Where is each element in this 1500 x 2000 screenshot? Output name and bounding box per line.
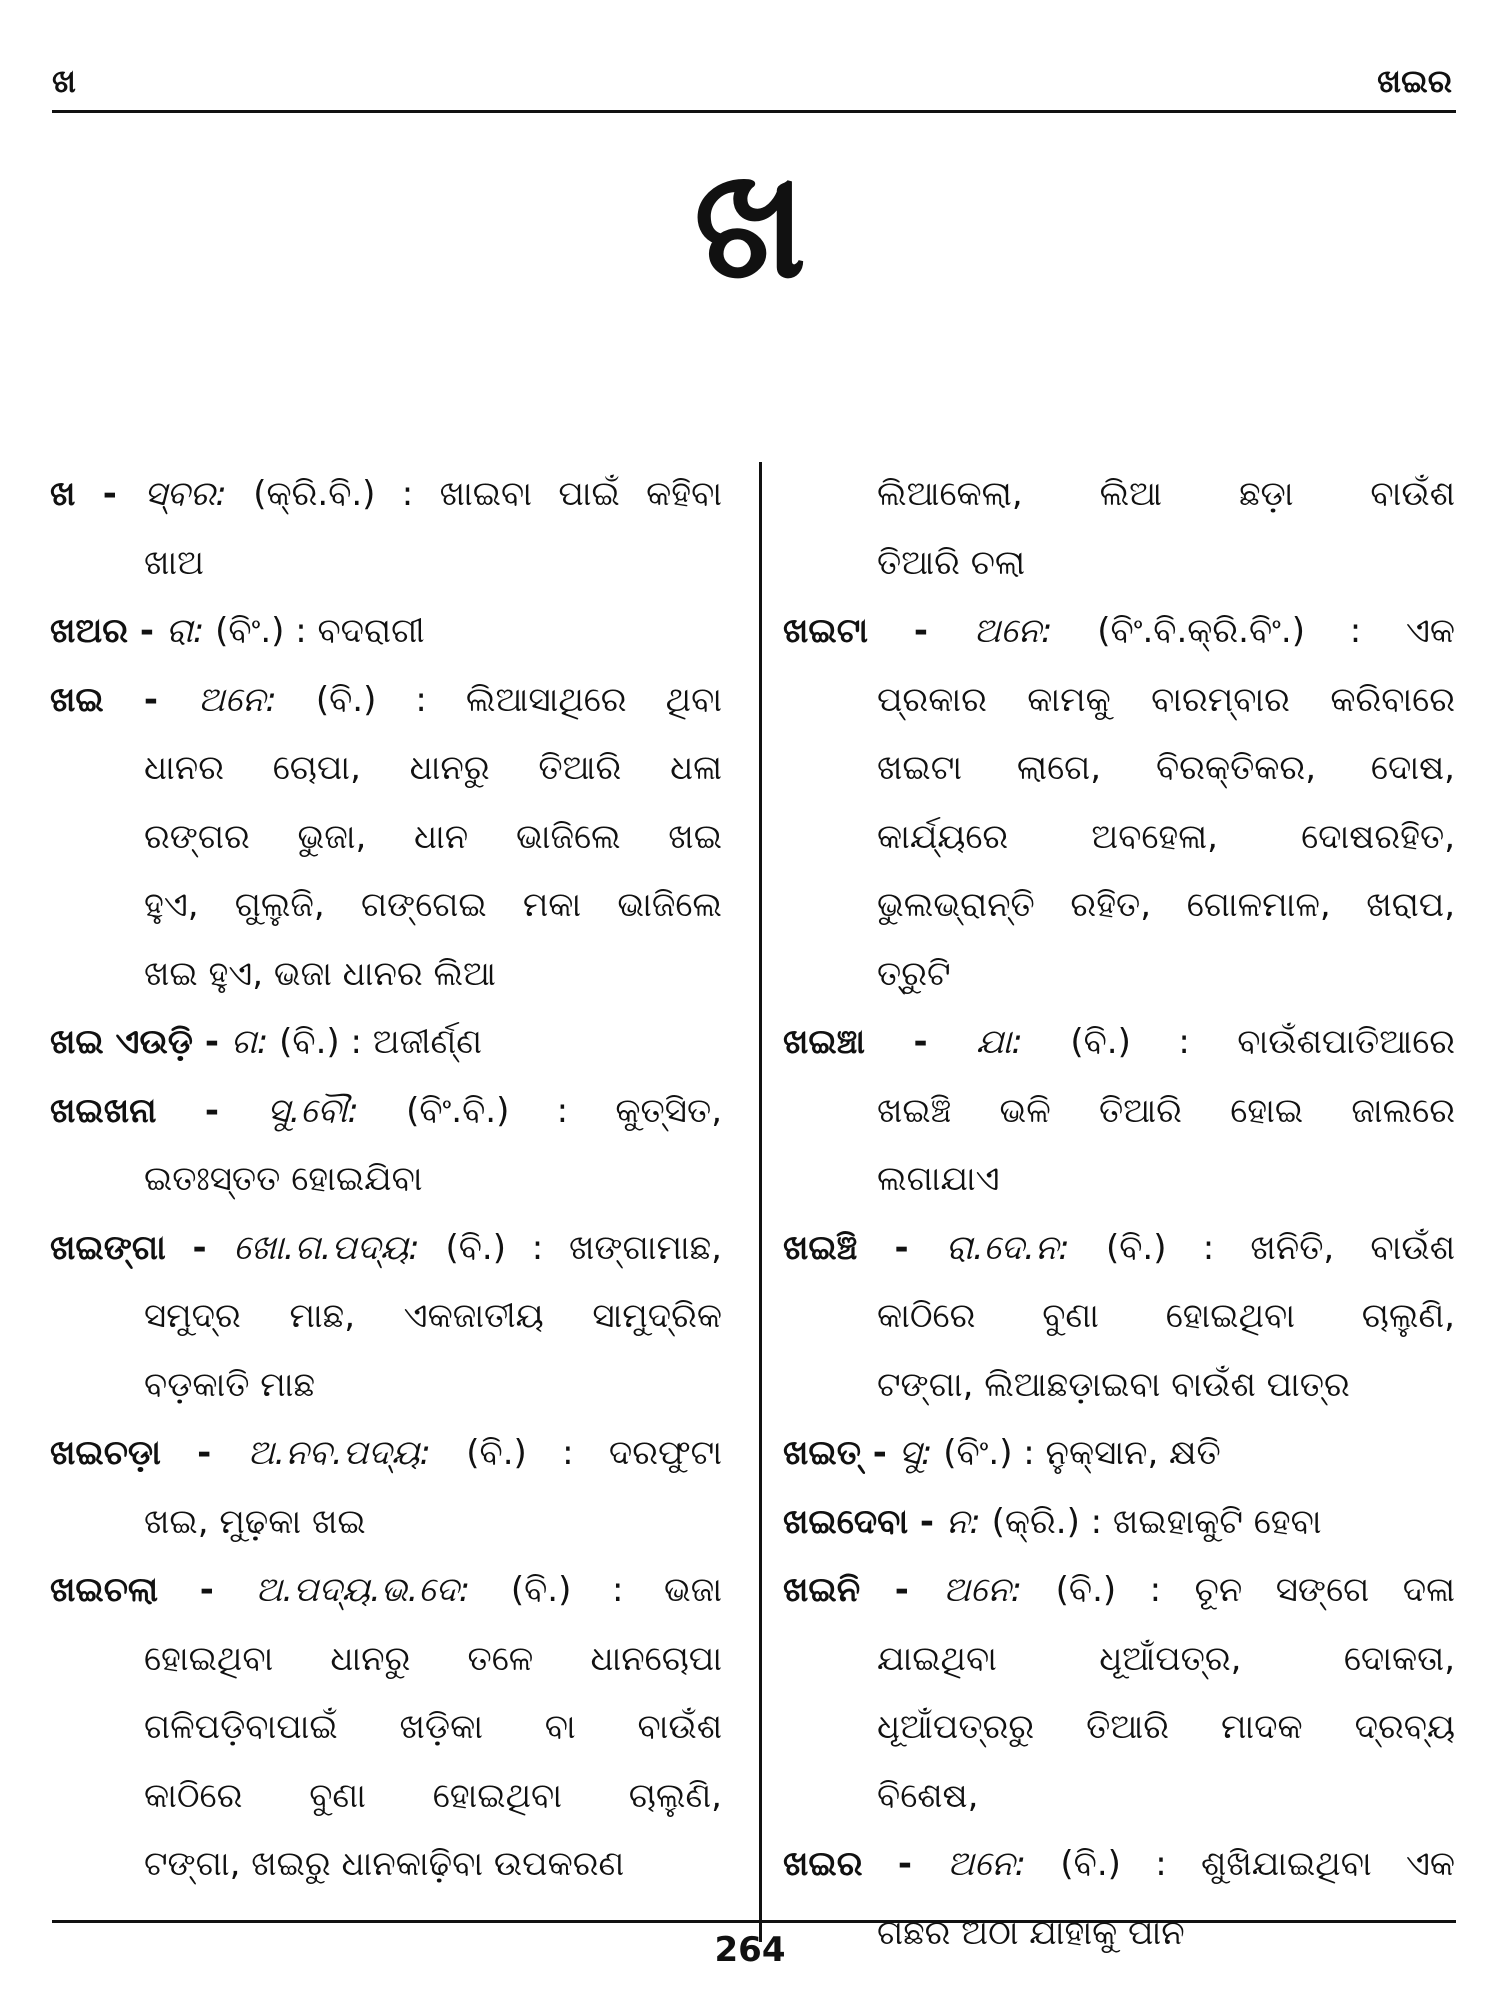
definition-line: ଧାନର ଚୋପା, ଧାନରୁ ତିଆରି ଧଳା (144, 748, 722, 788)
source-abbreviation: ଗ (230, 1022, 257, 1062)
source-abbreviation: ଅନେ (973, 611, 1042, 651)
definition-text: : ଅଜୀର୍ଣ୍ଣ (350, 1022, 482, 1062)
definition-line: ଲିଆକେଲା, ଲିଆ ଛଡ଼ା ବାଉଁଶ (877, 474, 1455, 514)
source-abbreviation: ନ (945, 1501, 970, 1542)
headword: ଖଇର (783, 1844, 863, 1884)
dictionary-entry (783, 1488, 1455, 1557)
headword: ଖଇଦେବା (783, 1501, 909, 1542)
abbreviation-mark: : (458, 1570, 511, 1610)
headword: ଖଇଖନା (50, 1090, 157, 1131)
definition-text: : ବଦରାଗୀ (295, 611, 425, 651)
entry-first-line (50, 1556, 722, 1625)
entry-first-line (783, 1419, 1455, 1488)
grammar-tag: (ବି.) (1070, 1022, 1131, 1062)
definition-line: ପ୍ରକାର କାମକୁ ବାରମ୍ବାର କରିବାରେ (877, 679, 1455, 720)
headword: ଖଇନି (783, 1570, 861, 1610)
dictionary-entry (783, 597, 1455, 1008)
definition-text: : ଖଇହାକୁଟି ହେବା (1090, 1501, 1322, 1542)
grammar-tag: (କ୍ରି.) (991, 1501, 1080, 1542)
abbreviation-mark: : (256, 1022, 280, 1062)
entry-first-line (50, 597, 722, 666)
grammar-tag: (ବିଂ.) (215, 611, 285, 651)
entry-first-line (783, 1830, 1455, 1899)
abbreviation-mark: : (969, 1501, 992, 1542)
grammar-tag: (ବି.) (445, 1227, 507, 1268)
header-rule (52, 110, 1456, 113)
definition-line: ସମୁଦ୍ର ମାଛ, ଏକଜାତୀୟ ସାମୁଦ୍ରିକ (144, 1296, 722, 1336)
entry-first-line (50, 460, 722, 529)
headword: ଖଇ ଏଉଡ଼ି (50, 1022, 193, 1062)
dictionary-entry (783, 1556, 1455, 1830)
definition-line: ଗଛର ଅଠା ଯାହାକୁ ପାନ (877, 1912, 1185, 1953)
entry-first-line (783, 597, 1455, 666)
dictionary-entry (50, 1008, 722, 1077)
abbreviation-mark: : (1014, 1844, 1061, 1884)
entry-first-line (783, 1008, 1455, 1077)
headword: ଖଇ (50, 679, 104, 720)
definition-line: କାର୍ଯ୍ୟରେ ଅବହେଳା, ଦୋଷରହିତ, (877, 816, 1455, 857)
entry-dash: - (192, 1022, 231, 1062)
definition-line: ଖଇଞ୍ଚି ଭଳି ତିଆରି ହୋଇ ଜାଲରେ (877, 1090, 1455, 1131)
entry-dash: - (908, 1501, 946, 1542)
grammar-tag: (କ୍ରି.ବି.) (253, 474, 376, 514)
headword: ଖଇଙ୍ଗା (50, 1227, 166, 1268)
entry-first-line (50, 1008, 722, 1077)
entry-dash: - (857, 1227, 946, 1268)
source-abbreviation: ସୁ.ବୌ (267, 1090, 348, 1131)
grammar-tag: (ବି.) (315, 679, 377, 720)
definition-text: : ନୁକ୍‌ସାନ, କ୍ଷତି (1023, 1433, 1221, 1473)
definition-line: ବଡ଼କାତି ମାଛ (144, 1364, 316, 1405)
source-abbreviation: ସ୍ବର (144, 474, 216, 514)
header-guide-left: ଖ (52, 62, 76, 100)
abbreviation-mark: : (408, 1227, 446, 1268)
right-column (783, 460, 1455, 1967)
definition-line: ରଙ୍ଗର ଭୁଜା, ଧାନ ଭାଜିଲେ ଖଇ (144, 816, 722, 857)
abbreviation-mark: : (1058, 1227, 1106, 1268)
entry-dash: - (860, 1433, 899, 1473)
definition-line: ହୋଇଥିବା ଧାନରୁ ତଳେ ଧାନଚୋପା (144, 1638, 722, 1679)
definition-text: : ଏକ (1349, 611, 1455, 651)
entry-dash: - (862, 1844, 948, 1884)
grammar-tag: (ବି.) (1105, 1227, 1167, 1268)
dictionary-entry (50, 1214, 722, 1420)
dictionary-entry (783, 1214, 1455, 1420)
definition-line: ଖଇ, ମୁଢ଼କା ଖଇ (144, 1501, 366, 1542)
grammar-tag: (ବି.) (279, 1022, 340, 1062)
column-divider (759, 462, 762, 1942)
grammar-tag: (ବି.) (510, 1570, 572, 1610)
definition-line: କାଠିରେ ବୁଣା ହୋଇଥିବା ଚାଲୁଣି, (877, 1296, 1455, 1336)
grammar-tag: (ବି.) (466, 1433, 527, 1473)
left-column (50, 460, 722, 1899)
definition-text: : ଖାଇବା ପାଇଁ କହିବା (401, 474, 723, 514)
dictionary-entry (50, 460, 722, 597)
entry-dash: - (75, 474, 145, 514)
source-abbreviation: ସୁ (898, 1433, 921, 1473)
definition-line: ଧୂଆଁପତ୍ରରୁ ତିଆରି ମାଦକ ଦ୍ରବ୍ୟ (877, 1707, 1455, 1747)
definition-text: : ଚୂନ ସଙ୍ଗେ ଦଳା (1149, 1570, 1455, 1610)
definition-line: ଖାଅ (144, 542, 205, 583)
definition-text: : ଭଜା (611, 1570, 722, 1610)
abbreviation-mark: : (347, 1090, 407, 1131)
definition-line: ଖଇଟା ଲାଗେ, ବିରକ୍ତିକର, ଦୋଷ, (877, 748, 1455, 788)
dictionary-entry (50, 1077, 722, 1214)
definition-line: କାଠିରେ ବୁଣା ହୋଇଥିବା ଚାଲୁଣି, (144, 1775, 722, 1816)
definition-line: ବିଶେଷ, (877, 1775, 979, 1816)
definition-line: ଖଇ ହୁଏ, ଭଜା ଧାନର ଲିଆ (144, 953, 496, 994)
headword: ଖ (50, 474, 76, 514)
source-abbreviation: ରା.ଦେ.ନ (945, 1227, 1059, 1268)
entry-first-line (50, 666, 722, 735)
definition-line: ଲଗାଯାଏ (877, 1159, 1000, 1199)
entry-dash: - (158, 1570, 256, 1610)
entry-dash: - (868, 611, 974, 651)
entry-first-line (783, 1488, 1455, 1557)
footer-rule (52, 1920, 1456, 1923)
dictionary-entry (50, 1419, 722, 1556)
definition-line: ତିଆରି ଚଲା (877, 542, 1026, 583)
entry-dash: - (160, 1433, 248, 1473)
definition-text: : ବାଉଁଶପାତିଆରେ (1178, 1022, 1456, 1062)
header-guide-right: ଖଇର (1377, 62, 1452, 100)
source-abbreviation: ଅନେ (943, 1570, 1011, 1610)
entry-dash: - (860, 1570, 944, 1610)
definition-line: ଭୁଲଭ୍ରାନ୍ତି ରହିତ, ଗୋଳମାଳ, ଖରାପ, (877, 885, 1455, 925)
headword: ଖଇଚଲା (50, 1570, 159, 1610)
definition-line: ଟଙ୍ଗା, ଖଇରୁ ଧାନକାଢ଼ିବା ଉପକରଣ (144, 1844, 625, 1884)
entry-dash: - (165, 1227, 234, 1268)
abbreviation-mark: : (265, 679, 316, 720)
abbreviation-mark: : (1011, 1022, 1071, 1062)
source-abbreviation: ଖୋ.ଗ.ପଦ୍ୟ (233, 1227, 409, 1268)
entry-dash: - (128, 611, 166, 651)
grammar-tag: (ବି.) (1055, 1570, 1117, 1610)
source-abbreviation: ଅ.ପଦ୍ୟ.ଭ.ଦେ (255, 1570, 459, 1610)
grammar-tag: (ବିଂ.ବି.କ୍ରି.ବିଂ.) (1097, 611, 1305, 651)
abbreviation-mark: : (1010, 1570, 1056, 1610)
definition-text: : କୁତ୍ସିତ, (556, 1090, 723, 1131)
entry-first-line (783, 1214, 1455, 1283)
source-abbreviation: ଅ.ନବ.ପଦ୍ୟ (247, 1433, 420, 1473)
page-number: 264 (714, 1930, 786, 1970)
definition-text: : ଶୁଖିଯାଇଥିବା ଏକ (1155, 1844, 1455, 1884)
definition-text: : ଲିଆସାଥିରେ ଥିବା (415, 679, 723, 720)
dictionary-entry (50, 666, 722, 1009)
definition-line: ଯାଇଥିବା ଧୂଆଁପତ୍ର, ଦୋକତା, (877, 1638, 1455, 1679)
entry-first-line (783, 1556, 1455, 1625)
abbreviation-mark: : (1041, 611, 1098, 651)
headword: ଖଇଞ୍ଚି (783, 1227, 858, 1268)
headword: ଖଇଟା (783, 611, 869, 651)
abbreviation-mark: : (192, 611, 216, 651)
source-abbreviation: ଅନେ (198, 679, 266, 720)
abbreviation-mark: : (920, 1433, 944, 1473)
grammar-tag: (ବିଂ.) (943, 1433, 1013, 1473)
entry-first-line (50, 1077, 722, 1146)
definition-text: : ଖଙ୍ଗାମାଛ, (531, 1227, 722, 1268)
abbreviation-mark: : (215, 474, 254, 514)
definition-line: ହୁଏ, ଗୁଲୁଜି, ଗଙ୍ଗେଇ ମକା ଭାଜିଲେ (144, 885, 722, 925)
entry-dash: - (103, 679, 199, 720)
headword: ଖଇତ୍ (783, 1433, 861, 1473)
source-abbreviation: ଅନେ (947, 1844, 1015, 1884)
source-abbreviation: ଯା (976, 1022, 1012, 1062)
definition-line: ଇତଃସ୍ତତ ହୋଇଯିବା (144, 1159, 423, 1199)
source-abbreviation: ରା (165, 611, 193, 651)
entry-dash: - (864, 1022, 977, 1062)
definition-line: ଗଳିପଡ଼ିବାପାଇଁ ଖଡ଼ିକା ବା ବାଉଁଶ (144, 1707, 722, 1747)
dictionary-entry (783, 1419, 1455, 1488)
dictionary-entry (50, 597, 722, 666)
headword: ଖଇଚଡ଼ା (50, 1433, 161, 1473)
dictionary-entry (783, 1008, 1455, 1214)
continued-entry (783, 460, 1455, 597)
abbreviation-mark: : (419, 1433, 467, 1473)
grammar-tag: (ବିଂ.ବି.) (406, 1090, 510, 1131)
headword: ଖଅର (50, 611, 129, 651)
definition-line: ତ୍ରୁଟି (877, 953, 951, 994)
grammar-tag: (ବି.) (1060, 1844, 1121, 1884)
entry-first-line (50, 1214, 722, 1283)
dictionary-entry (50, 1556, 722, 1899)
headword: ଖଇଞ୍ଚା (783, 1022, 865, 1062)
entry-first-line (50, 1419, 722, 1488)
entry-dash: - (156, 1090, 268, 1131)
section-letter: ଖ (693, 138, 807, 312)
definition-line: ଟଙ୍ଗା, ଲିଆଛଡ଼ାଇବା ବାଉଁଶ ପାତ୍ର (877, 1364, 1350, 1405)
definition-text: : ଦରଫୁଟା (562, 1433, 722, 1473)
definition-text: : ଖନିତି, ବାଉଁଶ (1202, 1227, 1455, 1268)
